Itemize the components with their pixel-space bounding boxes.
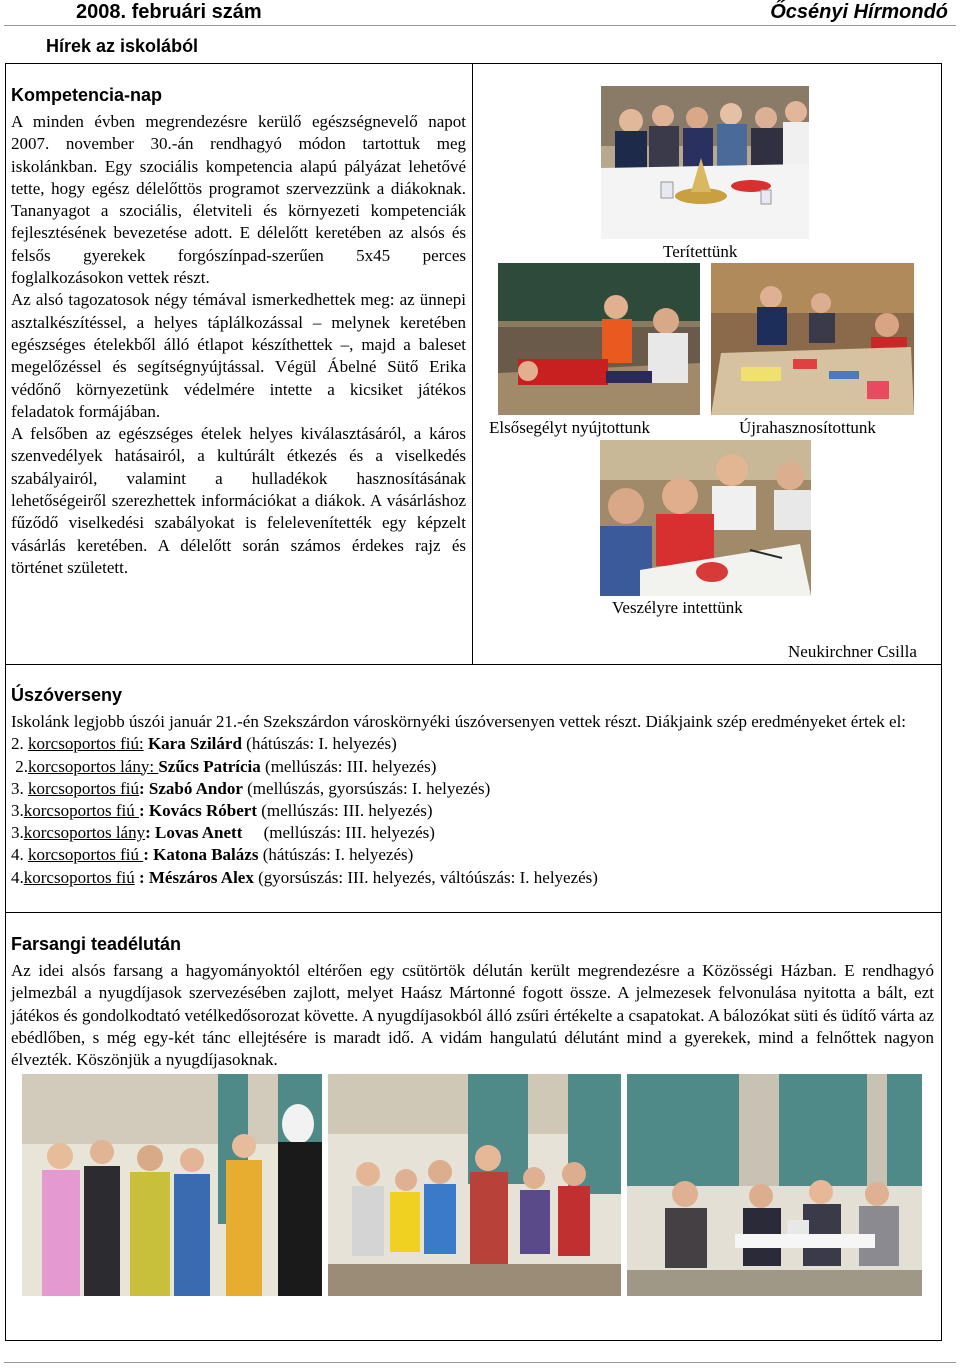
result-line bbox=[11, 778, 934, 800]
caption-first-aid: Elsősegélyt nyújtottunk bbox=[489, 418, 651, 437]
photo-table-setting bbox=[601, 86, 809, 239]
result-line bbox=[11, 756, 934, 778]
farsang-content bbox=[11, 934, 934, 1071]
photo-carnival-parade bbox=[328, 1074, 621, 1296]
result-number: 3. bbox=[11, 800, 24, 820]
kompetencia-text bbox=[11, 85, 466, 579]
result-detail: (hátúszás: I. helyezés) bbox=[241, 734, 397, 754]
page-header bbox=[0, 0, 960, 26]
result-number: 4. bbox=[11, 867, 24, 887]
result-detail: (mellúszás: III. helyezés) bbox=[257, 800, 433, 820]
issue-label: 2008. februári szám bbox=[76, 1, 262, 23]
result-line bbox=[11, 867, 934, 889]
result-category: korcsoportos fiú bbox=[28, 778, 139, 798]
result-name: : Lovas Anett bbox=[145, 823, 243, 843]
caption-table-setting: Terítettünk bbox=[663, 242, 738, 261]
photo-danger-warning bbox=[600, 440, 811, 596]
result-number: 3. bbox=[11, 778, 28, 798]
result-category: korcsoportos fiú bbox=[23, 867, 135, 887]
result-name: : Szabó Andor bbox=[138, 778, 243, 798]
uszo-results bbox=[11, 733, 934, 888]
header-rule bbox=[4, 25, 956, 26]
result-number: 3. bbox=[11, 823, 24, 843]
farsang-paragraph: Az idei alsós farsang a hagyományoktól eltérően egy csütörtök délután került megrendezésre a Közösségi Házban. E rendhagyó jelmezbál a nyugdíjasok szervezésében zajlott, melyet Haász Mártonné fogott össze. A jelmezesek felvonulása nyitotta a bált, ezt játékos és gondolkodtató vetélkedősorozat követte. A nyugdíjasokból álló zsűri értékelte a csapatokat. A bálozókat süti és üdítő várta az ebédlőben, s még egy-két tánc ellejtésére is maradt idő. A vidám hangulatú délutánt mind a gyerekek, mind a felnőttek nagyon élvezték. Köszönjük a nyugdíjasoknak. bbox=[11, 961, 934, 1070]
caption-recycling: Újrahasznosítottunk bbox=[739, 418, 876, 437]
result-detail: (mellúszás: III. helyezés) bbox=[260, 756, 437, 776]
result-line bbox=[11, 800, 934, 822]
result-name: Szűcs Patrícia bbox=[158, 756, 261, 776]
result-line bbox=[11, 844, 934, 866]
kompetencia-title: Kompetencia-nap bbox=[11, 85, 163, 105]
kompetencia-paragraph-3: A felsőben az egészséges ételek helyes kiválasztásáról, a káros szenvedélyek hatásairól, a kultúrált étkezés és a viselkedés szabályairól, valamint a hulladékok hasznosításának lehetőségeiről szerezhettek információkat a diákok. A vásárláshoz fűződő viselkedési szabályokat is felelevenítették egy képzelt vásárlás keretében. A délelőtt során számos érdekes rajz és történet született. bbox=[11, 424, 466, 577]
result-name: : Katona Balázs bbox=[143, 845, 259, 865]
result-category: korcsoportos lány: bbox=[28, 756, 159, 776]
result-line bbox=[11, 822, 934, 844]
result-name: Kara Szilárd bbox=[143, 734, 242, 754]
uszo-title: Úszóverseny bbox=[11, 685, 123, 705]
publication-title: Őcsényi Hírmondó bbox=[770, 1, 948, 23]
author-name: Neukirchner Csilla bbox=[788, 642, 917, 661]
result-category: korcsoportos fiú bbox=[23, 800, 139, 820]
result-number: 2. bbox=[11, 734, 28, 754]
kompetencia-paragraph-1: A minden évben megrendezésre kerülő egészségnevelő napot 2007. november 30.-án rendhagyó módon tartottuk meg iskolánkban. Egy szociális kompetencia alapú pályázat lehetővé tette, hogy egész délelőttös programot szervezzünk a diákoknak. Tananyagot a szociális, életviteli és környezeti kompetenciák fejlesztésének bevezetése adott. E délelőtt keretében az alsós és felsős gyerekek forgószínpad-szerűen 5x45 perces foglalkozásokon vettek részt. bbox=[11, 112, 466, 288]
uszo-intro: Iskolánk legjobb úszói január 21.-én Szekszárdon városkörnyéki úszóversenyen vettek részt. Diákjaink szép eredményeket értek el: bbox=[11, 712, 907, 731]
farsang-title: Farsangi teadélután bbox=[11, 934, 182, 954]
result-detail: (gyorsúszás: III. helyezés, váltóúszás: I. helyezés) bbox=[253, 867, 598, 887]
result-line bbox=[11, 733, 934, 755]
photo-carnival-jury bbox=[627, 1074, 922, 1296]
photo-recycling bbox=[711, 263, 914, 415]
uszo-content bbox=[11, 685, 934, 889]
caption-danger-warning: Veszélyre intettünk bbox=[612, 598, 743, 617]
result-detail: (hátúszás: I. helyezés) bbox=[258, 845, 414, 865]
result-number: 2. bbox=[11, 756, 28, 776]
footer-rule bbox=[4, 1362, 956, 1363]
result-detail: (mellúszás: III. helyezés) bbox=[242, 823, 435, 843]
section-label: Hírek az iskolából bbox=[46, 36, 199, 56]
result-name: : Kovács Róbert bbox=[138, 800, 257, 820]
result-category: korcsoportos fiú bbox=[28, 845, 144, 865]
photo-carnival-costumes bbox=[22, 1074, 322, 1296]
result-detail: (mellúszás, gyorsúszás: I. helyezés) bbox=[242, 778, 491, 798]
kompetencia-divider bbox=[472, 63, 473, 665]
kompetencia-paragraph-2: Az alsó tagozatosok négy témával ismerkedhettek meg: az ünnepi asztalkészítéssel, a helyes táplálkozással – melynek keretében egészséges ételekből álló étlapot készíthettek –, majd a baleset megelőzéssel és segítségnyújtással. Végül Ábelné Sütő Erika védőnő környezetünk védelmére intette a kicsiket játékos feladatok formájában. bbox=[11, 290, 466, 421]
photo-first-aid bbox=[498, 263, 700, 415]
result-category: korcsoportos lány bbox=[23, 823, 146, 843]
result-number: 4. bbox=[11, 845, 28, 865]
result-name: : Mészáros Alex bbox=[134, 867, 254, 887]
result-category: korcsoportos fiú: bbox=[28, 734, 144, 754]
